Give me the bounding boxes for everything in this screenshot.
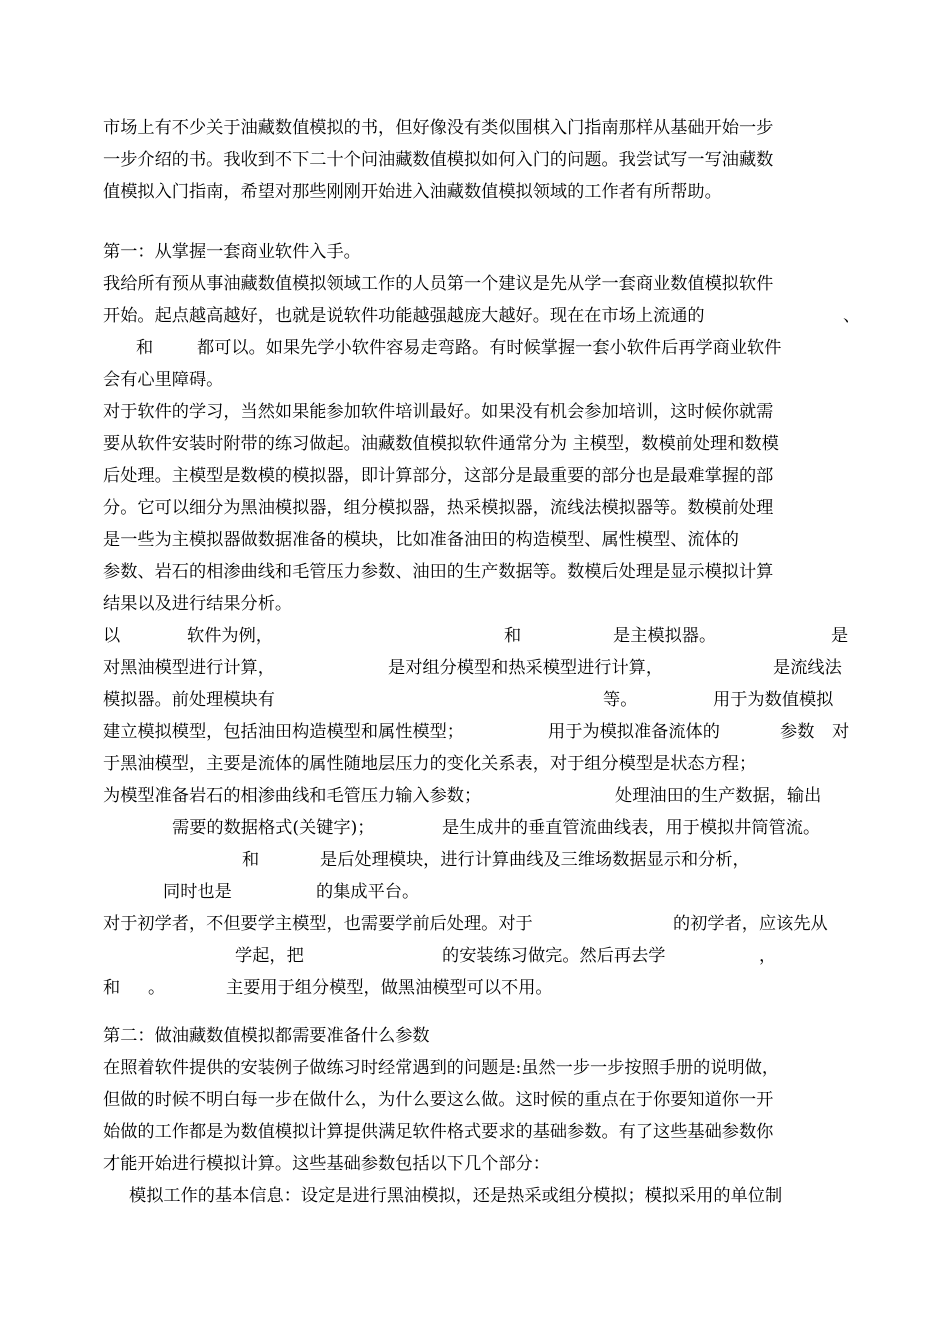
- text-segment: 对: [832, 722, 850, 742]
- paragraph-line: 于黑油模型，主要是流体的属性随地层压力的变化关系表，对于组分模型是状态方程；: [103, 754, 757, 774]
- text-segment: 是后处理模块，进行计算曲线及三维场数据显示和分析，: [320, 850, 750, 870]
- text-segment: 是流线法: [773, 658, 842, 678]
- text-segment: 模拟工作的基本信息：设定是进行黑油模拟，还是热采或组分模拟；模拟采用的单位制: [129, 1186, 783, 1206]
- text-segment: 等。: [603, 690, 638, 710]
- paragraph-line: 参数、岩石的相渗曲线和毛管压力参数、油田的生产数据等。数模后处理是显示模拟计算: [103, 562, 774, 582]
- intro-line: 值模拟入门指南，希望对那些刚刚开始进入油藏数值模拟领域的工作者有所帮助。: [103, 182, 722, 202]
- text-segment: 用于为模拟准备流体的: [548, 722, 720, 742]
- text-segment: 都可以。如果先学小软件容易走弯路。有时候掌握一套小软件后再学商业软件: [197, 338, 782, 358]
- paragraph-line: 是一些为主模拟器做数据准备的模块，比如准备油田的构造模型、属性模型、流体的: [103, 530, 739, 550]
- text-segment: ，: [759, 946, 777, 966]
- text-segment: 处理油田的生产数据，输出: [615, 786, 822, 806]
- paragraph-line: 始做的工作都是为数值模拟计算提供满足软件格式要求的基础参数。有了这些基础参数你: [103, 1122, 774, 1142]
- text-segment: 参数: [780, 722, 815, 742]
- text-segment: 学起，把: [235, 946, 304, 966]
- paragraph-line: 分。它可以细分为黑油模拟器，组分模拟器，热采模拟器，流线法模拟器等。数模前处理: [103, 498, 774, 518]
- text-segment: 是生成井的垂直管流曲线表，用于模拟井筒管流。: [442, 818, 821, 838]
- text-segment: 的安装练习做完。然后再去学: [442, 946, 666, 966]
- paragraph-line: 才能开始进行模拟计算。这些基础参数包括以下几个部分：: [103, 1154, 550, 1174]
- intro-line: 市场上有不少关于油藏数值模拟的书，但好像没有类似围棋入门指南那样从基础开始一步: [103, 118, 774, 138]
- text-segment: 主要用于组分模型，做黑油模型可以不用。: [226, 978, 553, 998]
- text-segment: 用于为数值模拟: [713, 690, 834, 710]
- paragraph-line: 在照着软件提供的安装例子做练习时经常遇到的问题是:虽然一步一步按照手册的说明做，: [103, 1058, 780, 1078]
- paragraph-line: 会有心里障碍。: [103, 370, 224, 390]
- text-segment: 建立模拟模型，包括油田构造模型和属性模型；: [103, 722, 464, 742]
- paragraph-line: 要从软件安装时附带的练习做起。油藏数值模拟软件通常分为 主模型，数模前处理和数模: [103, 434, 779, 454]
- text-segment: 。: [148, 978, 166, 998]
- text-segment: 的集成平台。: [316, 882, 420, 902]
- text-segment: 的初学者，应该先从: [673, 914, 828, 934]
- text-segment: 为模型准备岩石的相渗曲线和毛管压力输入参数；: [103, 786, 482, 806]
- text-segment: 软件为例，: [187, 626, 273, 646]
- text-segment: 对黑油模型进行计算，: [103, 658, 275, 678]
- text-segment: 和: [103, 978, 121, 998]
- text-segment: 开始。起点越高越好，也就是说软件功能越强越庞大越好。现在在市场上流通的: [103, 306, 705, 326]
- text-segment: 需要的数据格式(关键字)；: [172, 818, 375, 838]
- text-segment: 是对组分模型和热采模型进行计算，: [388, 658, 664, 678]
- text-segment: 、: [843, 306, 861, 326]
- paragraph-line: 但做的时候不明白每一步在做什么，为什么要这么做。这时候的重点在于你要知道你一开: [103, 1090, 774, 1110]
- text-segment: 以: [103, 626, 121, 646]
- intro-line: 一步介绍的书。我收到不下二十个问油藏数值模拟如何入门的问题。我尝试写一写油藏数: [103, 150, 774, 170]
- text-segment: 和: [504, 626, 522, 646]
- text-segment: 是主模拟器。: [613, 626, 717, 646]
- paragraph-line: 后处理。主模型是数模的模拟器，即计算部分，这部分是最重要的部分也是最难掌握的部: [103, 466, 774, 486]
- text-segment: 和: [242, 850, 260, 870]
- text-segment: 和: [136, 338, 154, 358]
- text-segment: 对于初学者，不但要学主模型，也需要学前后处理。对于: [103, 914, 533, 934]
- paragraph-line: 我给所有预从事油藏数值模拟领域工作的人员第一个建议是先从学一套商业数值模拟软件: [103, 274, 774, 294]
- text-segment: 同时也是: [163, 882, 232, 902]
- section-heading: 第一：从掌握一套商业软件入手。: [103, 242, 361, 262]
- paragraph-line: 结果以及进行结果分析。: [103, 594, 293, 614]
- text-segment: 是: [831, 626, 849, 646]
- section-heading: 第二：做油藏数值模拟都需要准备什么参数: [103, 1026, 430, 1046]
- paragraph-line: 对于软件的学习，当然如果能参加软件培训最好。如果没有机会参加培训，这时候你就需: [103, 402, 774, 422]
- text-segment: 模拟器。前处理模块有: [103, 690, 275, 710]
